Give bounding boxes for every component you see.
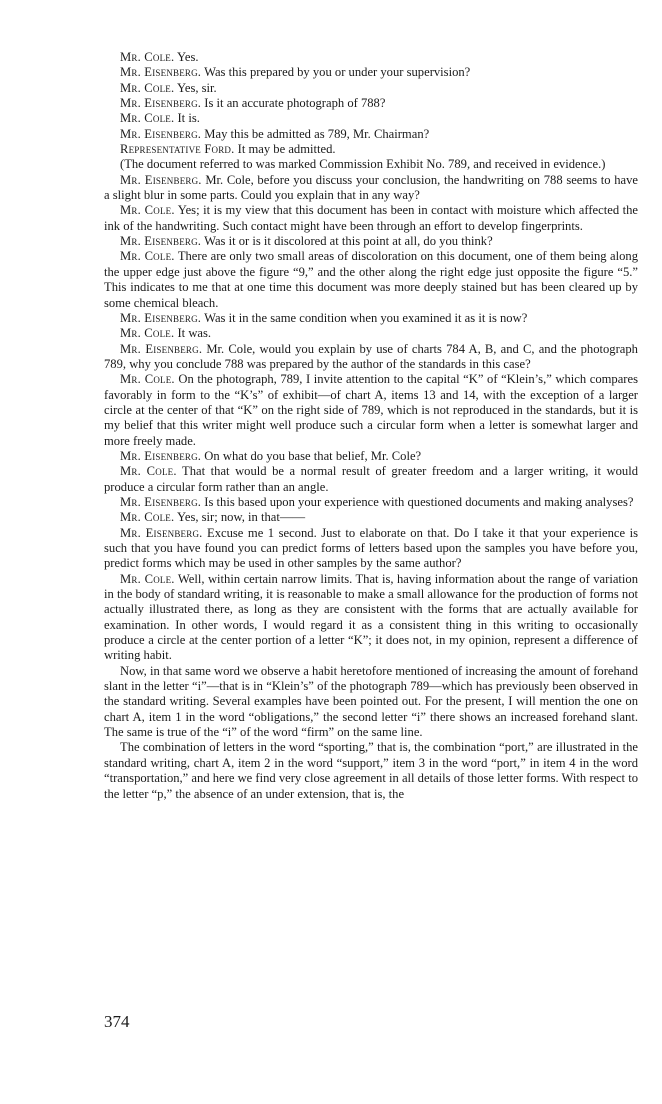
paragraph-text: Yes, sir; now, in that—— (174, 510, 306, 525)
transcript-paragraph (104, 449, 638, 464)
paragraph-text: (The document referred to was marked Commission Exhibit No. 789, and received in evidence.) (120, 157, 606, 172)
transcript-paragraph (104, 234, 638, 249)
transcript-paragraph (104, 96, 638, 111)
speaker-name: Mr. Eisenberg. (120, 65, 202, 80)
exhibit-note (104, 157, 638, 172)
speaker-name: Mr. Eisenberg. (120, 341, 203, 356)
paragraph-text: It was. (174, 326, 212, 341)
paragraph-text: Mr. Cole, would you explain by use of charts 784 A, B, and C, and the photograph 789, why you conclude 788 was prepared by the author of the standards in this case? (104, 341, 638, 371)
paragraph-text: The combination of letters in the word “sporting,” that is, the combination “port,” are illustrated in the standard writing, chart A, item 2 in the word “support,” item 3 in the word “port,” in item 4 in the word “transportation,” and here we find very close agreement in all details of those letter forms. With respect to the letter “p,” the absence of an under extension, that is, the (104, 740, 638, 801)
transcript-paragraph (104, 572, 638, 664)
speaker-name: Mr. Eisenberg. (120, 494, 202, 509)
speaker-name: Mr. Eisenberg. (120, 172, 202, 187)
speaker-name: Mr. Eisenberg. (120, 448, 202, 463)
transcript-paragraph (104, 326, 638, 341)
document-page (104, 50, 638, 802)
paragraph-text: Was it or is it discolored at this point at all, do you think? (201, 234, 493, 249)
transcript-paragraph (104, 142, 638, 157)
transcript-paragraph (104, 127, 638, 142)
speaker-name: Mr. Cole. (120, 464, 177, 479)
speaker-name: Mr. Eisenberg. (120, 234, 202, 249)
transcript-paragraph (104, 526, 638, 572)
paragraph-text: Excuse me 1 second. Just to elaborate on that. Do I take it that your experience is such that you have found you can predict forms of letters based upon the samples you have before you, predict forms which may be used in other samples by the same author? (104, 525, 638, 571)
speaker-name: Mr. Eisenberg. (120, 310, 202, 325)
speaker-name: Mr. Eisenberg. (120, 525, 203, 540)
transcript-paragraph (104, 740, 638, 801)
paragraph-text: Was it in the same condition when you examined it as it is now? (201, 310, 528, 325)
speaker-name: Mr. Cole. (120, 50, 175, 64)
transcript-paragraph (104, 372, 638, 449)
speaker-name: Mr. Cole. (120, 249, 175, 264)
paragraph-text: Mr. Cole, before you discuss your conclusion, the handwriting on 788 seems to have a slight blur in some parts. Could you explain that in any way? (104, 172, 638, 203)
transcript-paragraph (104, 203, 638, 234)
speaker-name: Mr. Cole. (120, 203, 175, 218)
transcript-paragraph (104, 111, 638, 126)
page-number: 374 (104, 1012, 130, 1031)
transcript-paragraph (104, 495, 638, 510)
speaker-name: Mr. Cole. (120, 111, 175, 126)
paragraph-text: Yes, sir. (174, 80, 217, 95)
paragraph-text: That that would be a normal result of greater freedom and a larger writing, it would produce a circular form rather than an angle. (104, 464, 638, 494)
transcript-paragraph (104, 81, 638, 96)
paragraph-text: Yes. (174, 50, 199, 64)
speaker-name: Mr. Cole. (120, 80, 175, 95)
paragraph-text: Now, in that same word we observe a habit heretofore mentioned of increasing the amount of forehand slant in the letter “i”—that is in “Klein’s” of the photograph 789—which has previously been observed in the standard writing. Several examples have been pointed out. For the present, I will mention the one on chart A, item 1 in the word “obligations,” the second letter “i” there shows an increased forehand slant. The same is true of the “i” of the word “firm” on the same line. (104, 663, 638, 740)
transcript-paragraph (104, 50, 638, 65)
transcript-paragraph (104, 311, 638, 326)
speaker-name: Representative Ford. (120, 142, 235, 157)
paragraph-text: May this be admitted as 789, Mr. Chairman? (201, 126, 430, 141)
speaker-name: Mr. Cole. (120, 571, 175, 586)
paragraph-text: Is this based upon your experience with questioned documents and making analyses? (201, 494, 634, 509)
speaker-name: Mr. Eisenberg. (120, 96, 202, 111)
transcript-paragraph (104, 342, 638, 373)
paragraph-text: Was this prepared by you or under your supervision? (201, 65, 471, 80)
paragraph-text: Well, within certain narrow limits. That is, having information about the range of variation in the body of standard writing, it is reasonable to make a small allowance for the production of forms not actually illustrated there, as long as they are consistent with the forms that are actually available for examination. In other words, I would regard it as a consistent thing in this writing to occasionally produce a circle at the center portion of a letter “K”; it does not, in my opinion, represent a difference of writing habit. (104, 571, 639, 663)
paragraph-text: On the photograph, 789, I invite attention to the capital “K” of “Klein’s,” which compares favorably in form to the “K’s” of exhibit—of chart A, items 13 and 14, with the exception of a larger circle at the center of that “K” on the right side of 789, which is not reproduced in the standards, but it is my belief that this writer might well produce such a circular form when a letter is somewhat larger and more freely made. (104, 372, 638, 448)
transcript-paragraph (104, 249, 638, 310)
transcript-paragraph (104, 510, 638, 525)
transcript-paragraph (104, 664, 638, 741)
transcript-paragraph (104, 173, 638, 204)
speaker-name: Mr. Eisenberg. (120, 126, 202, 141)
paragraph-text: Yes; it is my view that this document has been in contact with moisture which affected the ink of the handwriting. Such contact might have been through an effort to develop fingerprints. (104, 203, 639, 233)
speaker-name: Mr. Cole. (120, 326, 175, 341)
paragraph-text: There are only two small areas of discoloration on this document, one of them being along the upper edge just above the figure “9,” and the other along the right edge just opposite the figure “5.” This indicates to me that at one time this document was more deeply stained but has been cleared up by some chemical bleach. (104, 249, 638, 310)
transcript-paragraph (104, 464, 638, 495)
transcript-paragraph (104, 65, 638, 80)
speaker-name: Mr. Cole. (120, 510, 175, 525)
paragraph-text: It is. (174, 111, 200, 126)
paragraph-text: On what do you base that belief, Mr. Cole? (201, 448, 422, 463)
speaker-name: Mr. Cole. (120, 372, 175, 387)
paragraph-text: It may be admitted. (234, 142, 336, 157)
paragraph-text: Is it an accurate photograph of 788? (201, 96, 386, 111)
